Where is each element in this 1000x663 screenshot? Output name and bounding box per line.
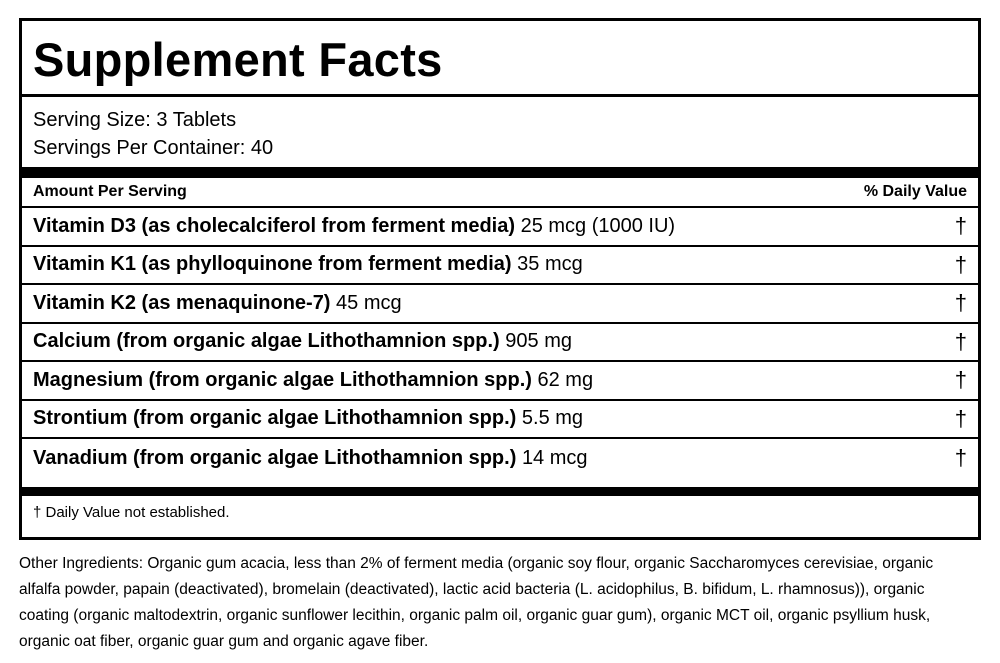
daily-value-dagger: † <box>954 290 967 316</box>
daily-value-dagger: † <box>954 445 967 471</box>
daily-value-dagger: † <box>954 251 967 277</box>
nutrient-name: Vitamin K1 (as phylloquinone from ferment media) <box>33 253 512 276</box>
daily-value-header: % Daily Value <box>863 183 967 200</box>
serving-size: Serving Size: 3 Tablets <box>33 109 237 131</box>
nutrient-amount: 5.5 mg <box>521 407 584 430</box>
daily-value-dagger: † <box>954 405 967 431</box>
spacer <box>22 478 978 487</box>
nutrient-row <box>22 324 978 363</box>
nutrient-row <box>22 362 978 401</box>
thick-divider <box>22 167 978 178</box>
nutrient-row <box>22 401 978 440</box>
nutrient-amount: 62 mg <box>537 368 594 391</box>
nutrient-name: Vanadium (from organic algae Lithothamnion spp.) <box>33 446 517 469</box>
nutrient-amount: 14 mcg <box>521 446 588 469</box>
nutrient-row <box>22 285 978 324</box>
serving-info <box>22 97 978 167</box>
daily-value-dagger: † <box>954 213 967 239</box>
nutrient-name: Strontium (from organic algae Lithothamnion spp.) <box>33 407 517 430</box>
nutrient-amount: 25 mcg (1000 IU) <box>520 214 676 237</box>
nutrient-name: Vitamin K2 (as menaquinone-7) <box>33 291 331 314</box>
nutrient-row <box>22 208 978 247</box>
table-header <box>22 178 978 208</box>
panel-title: Supplement Facts <box>22 21 978 97</box>
nutrient-row <box>22 439 978 478</box>
other-ingredients: Other Ingredients: Organic gum acacia, less than 2% of ferment media (organic soy flour, organic Saccharomyces cerevisiae, organic alfalfa powder, papain (deactivated), bromelain (deactivated), lactic acid bacteria (L. acidophilus, B. bifidum, L. rhamnosus)), organic coating (organic maltodextrin, organic sunflower lecithin, organic palm oil, organic guar gum), organic MCT oil, organic psyllium husk, organic oat fiber, organic guar gum and organic agave fiber. <box>19 555 934 650</box>
nutrient-name: Calcium (from organic algae Lithothamnion spp.) <box>33 330 500 353</box>
nutrient-amount: 905 mg <box>505 330 572 353</box>
nutrient-name: Vitamin D3 (as cholecalciferol from ferment media) <box>33 214 516 237</box>
daily-value-dagger: † <box>954 328 967 354</box>
daily-value-dagger: † <box>954 367 967 393</box>
amount-per-serving-header: Amount Per Serving <box>33 183 187 200</box>
thick-divider-bottom <box>22 487 978 496</box>
footnote: † Daily Value not established. <box>33 503 230 521</box>
nutrient-name: Magnesium (from organic algae Lithothamnion spp.) <box>33 368 532 391</box>
nutrient-row <box>22 247 978 286</box>
servings-per-container: Servings Per Container: 40 <box>33 137 274 159</box>
nutrient-amount: 45 mcg <box>336 291 402 314</box>
nutrient-amount: 35 mcg <box>517 253 583 276</box>
supplement-facts-panel <box>19 18 981 540</box>
nutrient-list <box>22 208 978 478</box>
